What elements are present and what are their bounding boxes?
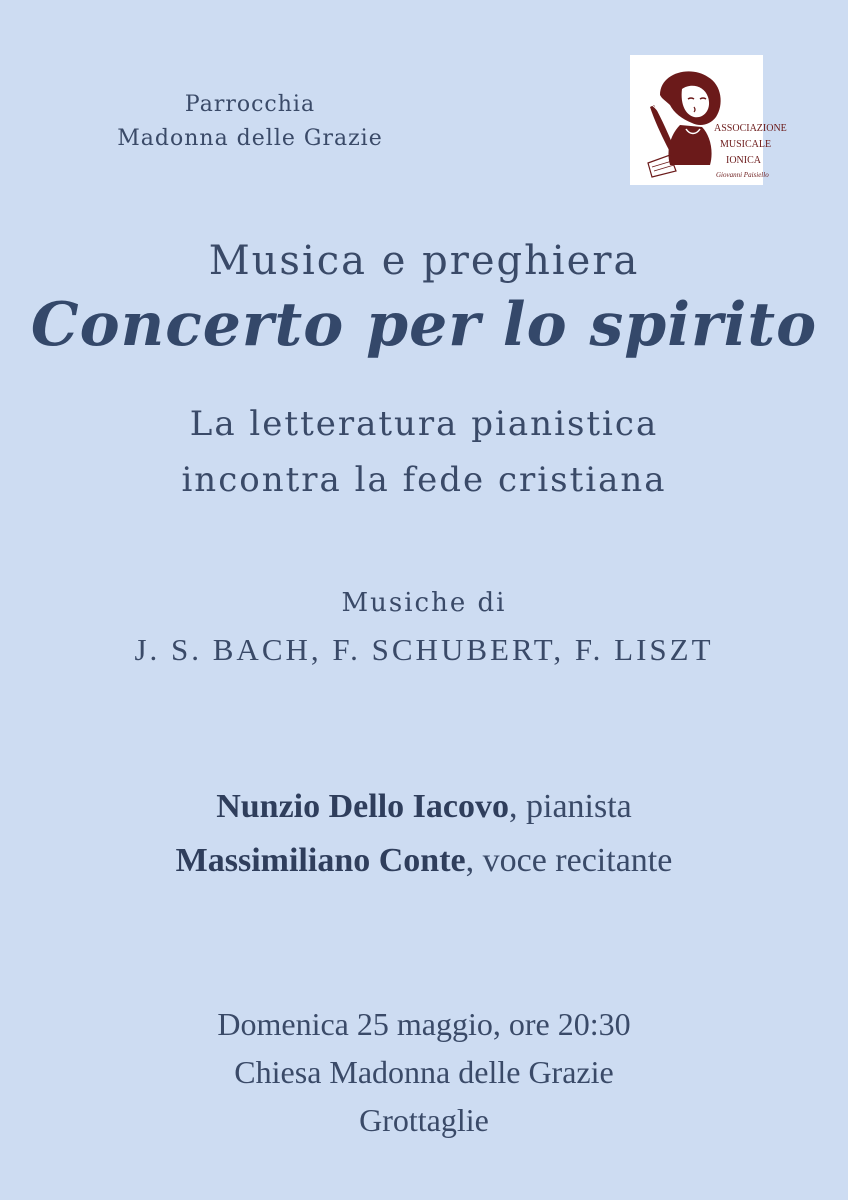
tagline-line-1: La letteratura pianistica <box>189 404 659 444</box>
program-label: Musiche di <box>341 588 507 618</box>
event-subtitle: Musica e preghiera <box>208 238 640 284</box>
logo-text-3: IONICA <box>726 155 761 166</box>
performer-row <box>0 780 848 834</box>
parish-header <box>90 88 410 156</box>
association-logo <box>630 55 787 185</box>
event-venue: Chiesa Madonna delle Grazie <box>234 1054 614 1090</box>
performer-role: , pianista <box>509 788 632 825</box>
performer-row <box>0 834 848 888</box>
logo-signature: Giovanni Paisiello <box>716 171 769 179</box>
performer-role: , voce recitante <box>465 842 673 879</box>
tagline-line-2: incontra la fede cristiana <box>181 460 667 500</box>
performer-name: Nunzio Dello Iacovo <box>216 788 509 825</box>
performer-name: Massimiliano Conte <box>175 842 466 879</box>
event-date: Domenica 25 maggio, ore 20:30 <box>217 1006 631 1042</box>
event-city: Grottaglie <box>359 1102 489 1138</box>
portrait-logo-icon <box>630 55 787 185</box>
event-title: Concerto per lo spirito <box>30 290 818 360</box>
parish-line-2: Madonna delle Grazie <box>117 126 383 151</box>
composers-list: J. S. BACH, F. SCHUBERT, F. LISZT <box>134 632 714 667</box>
logo-text-2: MUSICALE <box>720 139 772 150</box>
performers-list <box>0 780 848 888</box>
logo-text-1: ASSOCIAZIONE <box>714 123 787 134</box>
event-tagline <box>0 396 848 508</box>
parish-line-1: Parrocchia <box>184 92 316 117</box>
event-details <box>0 1000 848 1144</box>
